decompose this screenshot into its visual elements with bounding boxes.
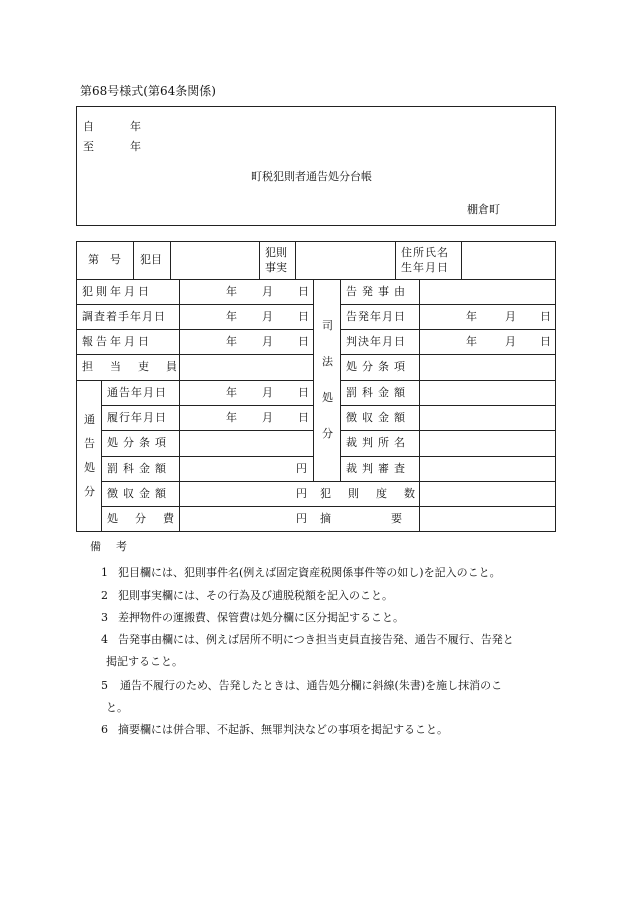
survey-start-label: 調査着手年月日 [82,310,166,323]
offense-fact-label-1: 犯則 [265,246,287,259]
remark-text: 摘要欄には併合罪、不起訴、無罪判決などの事項を掲記すること。 [118,723,448,736]
disposal-cost-label: 処分費 [107,512,191,525]
date-month: 月 [262,411,273,424]
accusation-reason-label: 告発事由 [346,285,410,298]
remark-number: 4 [101,633,108,646]
to-label: 至 [83,140,94,153]
judicial-disposal-clause-label: 処分条項 [346,360,410,373]
remark-number: 3 [101,611,108,624]
date-year: 年 [226,386,237,399]
officer-label: 担当吏員 [82,360,194,373]
remark-text: 告発事由欄には、例えば居所不明につき担当吏員直接告発、通告不履行、告発と [118,633,514,646]
from-label: 自 [83,120,94,133]
remark-number: 5 [101,679,108,692]
to-year: 年 [130,140,141,153]
birth-date-label: 生年月日 [401,261,449,274]
fulfill-date-label: 履行年月日 [107,411,167,424]
date-day: 日 [298,386,309,399]
date-year: 年 [226,285,237,298]
judicial-fine-amount-label: 罰科金額 [346,386,410,399]
remark-text-continuation: と。 [106,701,128,714]
date-month: 月 [505,310,516,323]
date-month: 月 [262,386,273,399]
report-date-label: 報告年月日 [82,335,152,348]
date-year: 年 [226,411,237,424]
ledger-title: 町税犯則者通告処分台帳 [251,170,372,183]
remark-text-continuation: 掲記すること。 [106,655,183,668]
offense-fact-label-2: 事実 [265,261,287,274]
remark-text: 差押物件の運搬費、保管費は処分欄に区分掲記すること。 [118,611,404,624]
notice-group-char: 処 [84,461,95,474]
number-label: 第 [88,253,99,266]
yen-unit: 円 [296,462,307,475]
accusation-date-label: 告発年月日 [346,310,406,323]
notice-fine-amount-label: 罰科金額 [107,462,171,475]
trial-label: 裁判審査 [346,462,410,475]
date-month: 月 [262,285,273,298]
address-name-label: 住所氏名 [401,246,449,259]
date-day: 日 [298,310,309,323]
remark-number: 2 [101,589,108,602]
remark-text: 犯目欄には、犯則事件名(例えば固定資産税関係事件等の如し)を記入のこと。 [118,566,501,579]
judicial-group-char: 処 [322,391,333,404]
date-day: 日 [540,310,551,323]
yen-unit: 円 [296,487,307,500]
remark-number: 1 [101,566,108,579]
date-day: 日 [298,285,309,298]
date-day: 日 [298,335,309,348]
date-year: 年 [226,310,237,323]
judicial-group-char: 司 [322,319,333,332]
date-day: 日 [540,335,551,348]
number-suffix: 号 [110,253,121,266]
notice-date-label: 通告年月日 [107,386,167,399]
notice-disposal-clause-label: 処分条項 [107,436,171,449]
remark-text: 通告不履行のため、告発したときは、通告処分欄に斜線(朱書)を施し抹消のこ [120,679,503,692]
date-month: 月 [505,335,516,348]
offense-item-label: 犯目 [140,253,162,266]
court-name-label: 裁判所名 [346,436,410,449]
remark-number: 6 [101,723,108,736]
remarks-heading: 備 考 [90,540,129,553]
from-year: 年 [130,120,141,133]
notice-group-char: 告 [84,437,95,450]
judgment-date-label: 判決年月日 [346,335,406,348]
offense-count-label: 犯則度数 [320,487,432,500]
date-year: 年 [466,310,477,323]
date-year: 年 [466,335,477,348]
date-month: 月 [262,335,273,348]
remark-text: 犯則事実欄には、その行為及び逋脱税額を記入のこと。 [118,589,393,602]
town-name: 棚倉町 [467,203,500,216]
notice-group-char: 通 [84,413,95,426]
notice-collection-amount-label: 徴収金額 [107,487,171,500]
date-month: 月 [262,310,273,323]
form-title: 第68号様式(第64条関係) [80,84,216,98]
date-day: 日 [298,411,309,424]
judicial-group-char: 分 [322,427,333,440]
summary-label: 摘要 [320,512,462,525]
yen-unit: 円 [296,512,307,525]
judicial-group-char: 法 [322,355,333,368]
date-year: 年 [226,335,237,348]
judicial-collection-amount-label: 徴収金額 [346,411,410,424]
notice-group-char: 分 [84,485,95,498]
offense-date-label: 犯則年月日 [82,285,152,298]
